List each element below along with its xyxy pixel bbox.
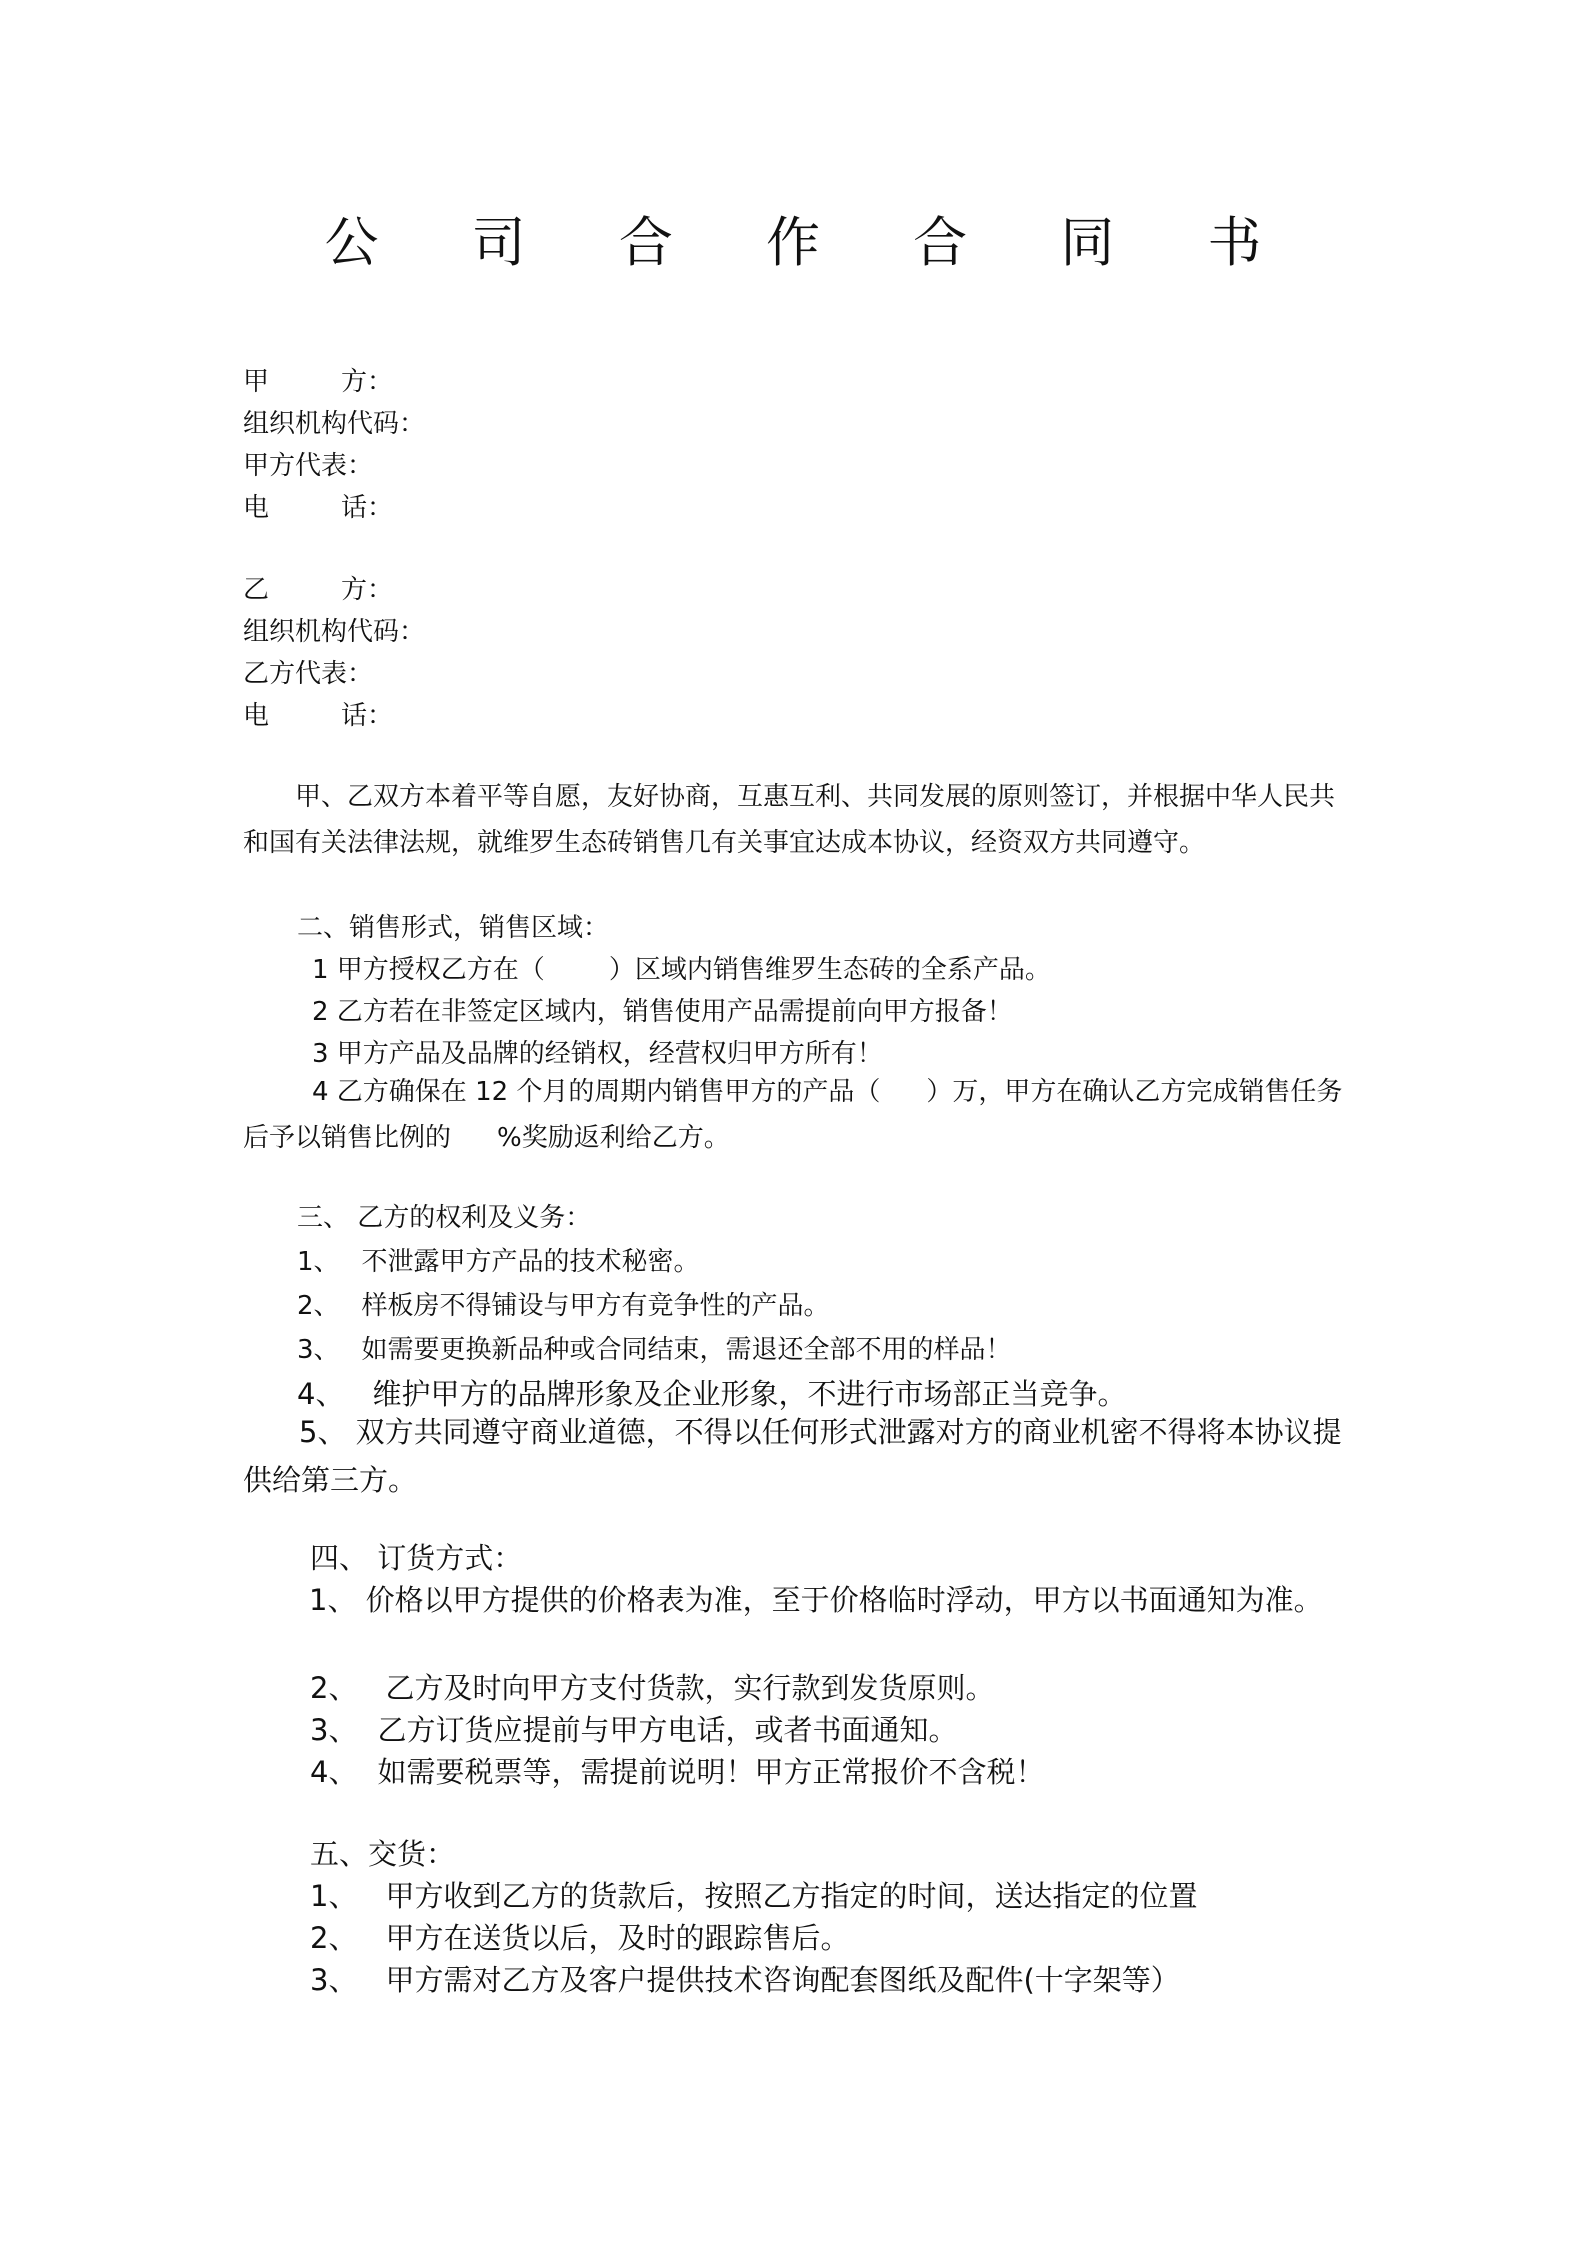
section2-item-4-part-b: ）万，甲方在确认乙方完成销售任务后予以销售比例的: [243, 1077, 1343, 1153]
section5-item-1-text: 甲方收到乙方的货款后，按照乙方指定的时间，送达指定的位置: [385, 1879, 1198, 1913]
party-a-phone-label-1: 电: [243, 493, 270, 523]
section4-item-2-text: 乙方及时向甲方支付货款，实行款到发货原则。: [385, 1671, 995, 1705]
section4-item-4-text: 如需要税票等，需提前说明！甲方正常报价不含税！: [377, 1755, 1045, 1789]
section5-item-3: [310, 1962, 1180, 1998]
section3-item-3-number: 3、: [297, 1335, 340, 1365]
section3-item-5: 5、 双方共同遵守商业道德，不得以任何形式泄露对方的商业机密不得将本协议提供给第三方。: [243, 1415, 1342, 1497]
section4-item-2-number: 2、: [310, 1671, 358, 1705]
section2-item-1: [312, 952, 1051, 988]
section3-item-2-number: 2、: [297, 1291, 340, 1321]
section5-heading: 五、交货：: [310, 1837, 456, 1871]
section3-item-3-text: 如需要更换新品种或合同结束，需退还全部不用的样品！: [361, 1335, 1012, 1365]
section3-item-1: [297, 1244, 700, 1280]
section4-item-4: [310, 1754, 1044, 1790]
section4-item-2: [310, 1670, 994, 1706]
section2-item-1-part-a: 1 甲方授权乙方在（: [312, 955, 545, 985]
section5-item-2-text: 甲方在送货以后，及时的跟踪售后。: [385, 1921, 850, 1955]
section3-item-1-number: 1、: [297, 1247, 340, 1277]
section5-item-3-number: 3、: [310, 1963, 358, 1997]
section4-item-3: [310, 1712, 957, 1748]
section4-item-3-number: 3、: [310, 1713, 358, 1747]
section4-heading: 四、 订货方式：: [310, 1541, 523, 1575]
section2-heading: 二、销售形式，销售区域：: [297, 913, 610, 943]
section4-item-4-number: 4、: [310, 1755, 358, 1789]
section3-item-4: [297, 1376, 1126, 1412]
section2-item-2: 2 乙方若在非签定区域内，销售使用产品需提前向甲方报备！: [312, 997, 1013, 1027]
section3-item-2: [297, 1288, 830, 1324]
section2-item-1-part-b: ）区域内销售维罗生态砖的全系产品。: [608, 955, 1051, 985]
section5-item-3-text: 甲方需对乙方及客户提供技术咨询配套图纸及配件(十字架等）: [385, 1963, 1180, 1997]
section3-item-4-text: 维护甲方的品牌形象及企业形象，不进行市场部正当竞争。: [372, 1377, 1127, 1411]
section2-item-4: [243, 1069, 1353, 1161]
party-b-label-2: 方：: [341, 575, 394, 605]
party-a-rep: 甲方代表：: [243, 451, 374, 481]
party-a-phone-label-2: 话：: [341, 493, 394, 523]
section3-item-3: [297, 1332, 1012, 1368]
section3-item-2-text: 样板房不得铺设与甲方有竞争性的产品。: [361, 1291, 830, 1321]
section5-item-1-number: 1、: [310, 1879, 358, 1913]
party-a-label-1: 甲: [243, 367, 270, 397]
section3-item-1-text: 不泄露甲方产品的技术秘密。: [361, 1247, 700, 1277]
section4-item-1: 1、 价格以甲方提供的价格表为准，至于价格临时浮动，甲方以书面通知为准。: [309, 1583, 1323, 1617]
section5-item-2: [310, 1920, 849, 1956]
section5-item-1: [310, 1878, 1197, 1914]
section5-item-2-number: 2、: [310, 1921, 358, 1955]
document-title: 公 司 合 作 合 同 书: [324, 211, 1300, 274]
party-b-label-1: 乙: [243, 575, 270, 605]
party-b-rep: 乙方代表：: [243, 659, 374, 689]
party-a-phone: [243, 490, 393, 526]
section3-item-4-number: 4、: [297, 1377, 345, 1411]
section2-item-4-part-c: %奖励返利给乙方。: [497, 1123, 730, 1153]
party-b-phone-label-1: 电: [243, 701, 270, 731]
party-b-phone-label-2: 话：: [341, 701, 394, 731]
intro-paragraph: 甲、乙双方本着平等自愿，友好协商，互惠互利、共同发展的原则签订，并根据中华人民共和国有关法律法规，就维罗生态砖销售几有关事宜达成本协议，经资双方共同遵守。: [243, 782, 1336, 858]
party-b-name: [243, 572, 393, 608]
party-a-org-code: 组织机构代码：: [243, 409, 426, 439]
section3-heading: 三、 乙方的权利及义务：: [297, 1203, 592, 1233]
section4-item-3-text: 乙方订货应提前与甲方电话，或者书面通知。: [377, 1713, 958, 1747]
party-b-phone: [243, 698, 393, 734]
party-a-label-2: 方：: [341, 367, 394, 397]
party-a-name: [243, 364, 393, 400]
section2-item-4-part-a: 4 乙方确保在 12 个月的周期内销售甲方的产品（: [312, 1077, 881, 1107]
section2-item-3: 3 甲方产品及品牌的经销权，经营权归甲方所有！: [312, 1039, 883, 1069]
party-b-org-code: 组织机构代码：: [243, 617, 426, 647]
